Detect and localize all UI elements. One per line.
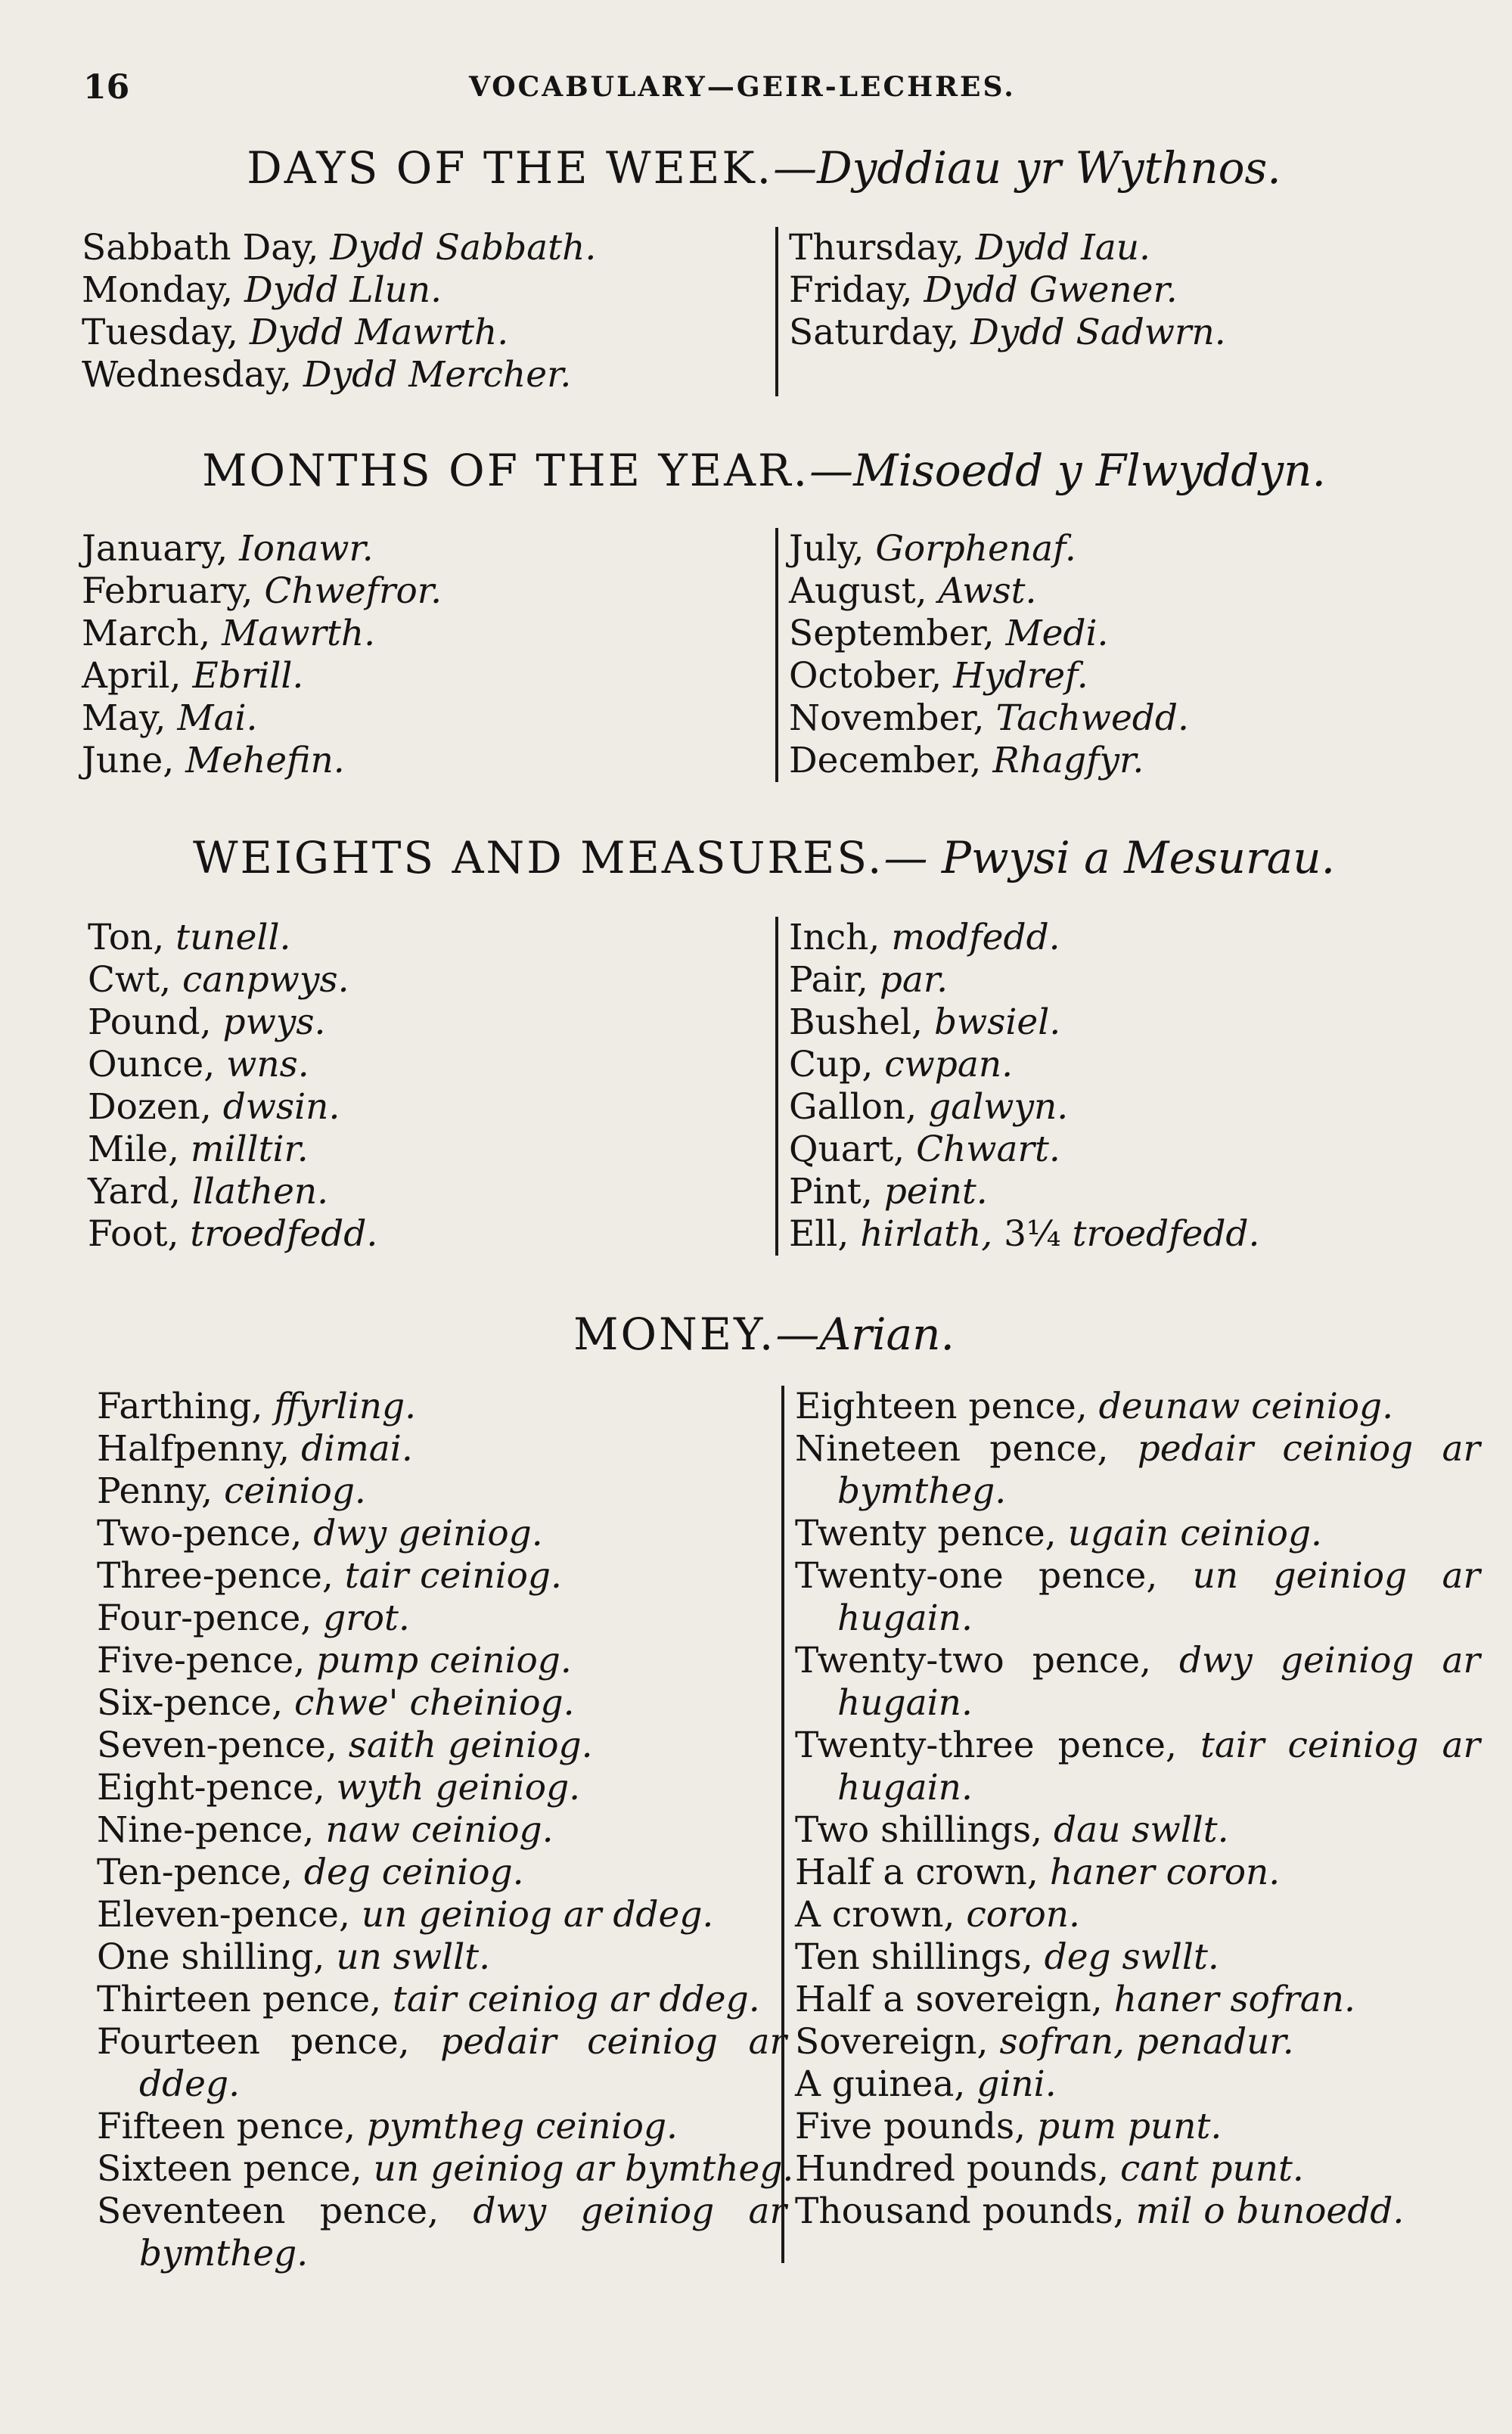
heading-english: MONTHS OF THE YEAR. (202, 445, 810, 496)
section-heading-weights (76, 832, 1452, 883)
vocab-entry-justified: Twenty-two pence, dwy geiniog ar (795, 1640, 1480, 1681)
vocab-entry: Sovereign, sofran, penadur. (795, 2021, 1294, 2063)
vocab-entry: Thousand pounds, mil o bunoedd. (795, 2190, 1405, 2232)
vocab-entry: Ten-pence, deg ceiniog. (97, 1852, 524, 1893)
vocab-entry: Inch, modfedd. (789, 917, 1060, 958)
vocab-entry: Two-pence, dwy geiniog. (97, 1513, 543, 1554)
vocab-entry: Half a sovereign, haner sofran. (795, 1979, 1355, 2020)
vocab-entry-justified: Twenty-one pence, un geiniog ar (795, 1555, 1480, 1597)
months-left-column (82, 528, 442, 782)
vocab-entry: Penny, ceiniog. (97, 1470, 366, 1512)
vocab-entry: Eleven-pence, un geiniog ar ddeg. (97, 1894, 714, 1936)
vocab-entry: June, Mehefin. (82, 740, 345, 781)
vocab-entry: Five-pence, pump ceiniog. (97, 1640, 572, 1681)
vocab-entry: Yard, llathen. (88, 1171, 329, 1212)
vocab-entry: Mile, milltir. (88, 1129, 309, 1170)
weights-right-column (775, 917, 1259, 1256)
vocab-entry: Thirteen pence, tair ceiniog ar ddeg. (97, 1979, 760, 2020)
days-left-column (82, 227, 596, 396)
vocab-entry: November, Tachwedd. (789, 697, 1189, 739)
vocab-entry: Saturday, Dydd Sadwrn. (789, 312, 1226, 353)
vocab-entry: Half a crown, haner coron. (795, 1852, 1281, 1893)
vocab-entry: August, Awst. (789, 570, 1037, 612)
vocab-entry: Monday, Dydd Llun. (82, 269, 442, 311)
section-heading-months (76, 445, 1452, 496)
heading-english: DAYS OF THE WEEK. (247, 142, 774, 194)
vocab-entry: Cwt, canpwys. (88, 959, 349, 1001)
days-right-column (775, 227, 1226, 396)
vocab-entry-justified: Twenty-three pence, tair ceiniog ar (795, 1725, 1480, 1766)
money-right-column (781, 1386, 1480, 2263)
vocab-continuation: hugain. (837, 1682, 973, 1724)
vocab-entry: Eight-pence, wyth geiniog. (97, 1767, 581, 1808)
vocab-entry: Ell, hirlath, 3¼ troedfedd. (789, 1213, 1260, 1255)
vocab-entry: April, Ebrill. (82, 655, 304, 697)
vocab-entry: A guinea, gini. (795, 2063, 1057, 2105)
vocab-entry-justified: Fourteen pence, pedair ceiniog ar (97, 2021, 787, 2063)
vocab-entry: September, Medi. (789, 613, 1109, 654)
vocab-entry: Ten shillings, deg swllt. (795, 1936, 1219, 1978)
vocab-entry: Ton, tunell. (88, 917, 291, 958)
weights-left-column (88, 917, 377, 1256)
page-number: 16 (83, 68, 130, 107)
vocab-continuation: hugain. (837, 1767, 973, 1808)
vocab-entry: October, Hydref. (789, 655, 1088, 697)
vocab-entry: Twenty pence, ugain ceiniog. (795, 1513, 1322, 1554)
vocab-entry: Ounce, wns. (88, 1044, 309, 1085)
vocab-entry: February, Chwefror. (82, 570, 442, 612)
vocab-entry: Pair, par. (789, 959, 948, 1001)
vocab-entry: One shilling, un swllt. (97, 1936, 491, 1978)
running-title: VOCABULARY—GEIR-LECHRES. (469, 71, 1016, 103)
vocab-entry: Nine-pence, naw ceiniog. (97, 1809, 554, 1851)
vocab-continuation: bymtheg. (837, 1470, 1007, 1512)
heading-welsh: —Misoedd y Flwyddyn. (809, 445, 1326, 496)
vocab-entry: Hundred pounds, cant punt. (795, 2148, 1304, 2190)
heading-welsh: —Arian. (775, 1309, 955, 1360)
vocab-entry: Sabbath Day, Dydd Sabbath. (82, 227, 597, 269)
section-days (76, 142, 1452, 194)
vocab-entry: Pint, peint. (789, 1171, 988, 1212)
vocab-entry: Tuesday, Dydd Mawrth. (82, 312, 509, 353)
vocab-entry: Four-pence, grot. (97, 1597, 410, 1639)
heading-welsh: —Dyddiau yr Wythnos. (773, 142, 1281, 194)
vocab-entry: January, Ionawr. (82, 528, 374, 570)
section-heading-money (76, 1309, 1452, 1360)
vocab-continuation: hugain. (837, 1597, 973, 1639)
running-head (83, 68, 1429, 113)
vocab-entry: Gallon, galwyn. (789, 1086, 1069, 1128)
vocab-entry: Three-pence, tair ceiniog. (97, 1555, 562, 1597)
vocab-entry: Friday, Dydd Gwener. (789, 269, 1178, 311)
vocab-continuation: bymtheg. (139, 2233, 309, 2274)
section-months (76, 445, 1452, 496)
section-weights (76, 832, 1452, 883)
heading-welsh: — Pwysi a Mesurau. (883, 832, 1336, 883)
section-heading-days (76, 142, 1452, 194)
vocab-entry: May, Mai. (82, 697, 258, 739)
vocab-entry-justified: Seventeen pence, dwy geiniog ar (97, 2190, 787, 2232)
vocab-entry: Eighteen pence, deunaw ceiniog. (795, 1386, 1394, 1427)
vocab-entry: Foot, troedfedd. (88, 1213, 378, 1255)
vocab-entry: Pound, pwys. (88, 1001, 326, 1043)
vocab-entry: Bushel, bwsiel. (789, 1001, 1061, 1043)
vocab-entry: December, Rhagfyr. (789, 740, 1144, 781)
vocab-continuation: ddeg. (139, 2063, 241, 2105)
vocab-entry: Two shillings, dau swllt. (795, 1809, 1229, 1851)
money-left-column (97, 1386, 793, 2275)
vocab-entry: Fifteen pence, pymtheg ceiniog. (97, 2106, 678, 2147)
vocab-entry: Farthing, ffyrling. (97, 1386, 417, 1427)
vocab-entry: Five pounds, pum punt. (795, 2106, 1222, 2147)
vocab-entry: Quart, Chwart. (789, 1129, 1060, 1170)
vocab-entry: Six-pence, chwe' cheiniog. (97, 1682, 575, 1724)
vocab-entry: Sixteen pence, un geiniog ar bymtheg. (97, 2148, 794, 2190)
vocab-entry: Halfpenny, dimai. (97, 1428, 413, 1470)
vocab-entry: Wednesday, Dydd Mercher. (82, 354, 572, 396)
vocab-entry: Dozen, dwsin. (88, 1086, 340, 1128)
vocab-entry: July, Gorphenaf. (789, 528, 1076, 570)
heading-english: MONEY. (573, 1309, 776, 1360)
heading-english: WEIGHTS AND MEASURES. (192, 832, 884, 883)
vocab-entry: Cup, cwpan. (789, 1044, 1014, 1085)
vocab-entry: March, Mawrth. (82, 613, 376, 654)
vocab-entry: A crown, coron. (795, 1894, 1080, 1936)
vocab-entry: Thursday, Dydd Iau. (789, 227, 1150, 269)
vocab-entry: Seven-pence, saith geiniog. (97, 1725, 593, 1766)
vocab-entry-justified: Nineteen pence, pedair ceiniog ar (795, 1428, 1480, 1470)
section-money (76, 1309, 1452, 1360)
months-right-column (775, 528, 1189, 782)
